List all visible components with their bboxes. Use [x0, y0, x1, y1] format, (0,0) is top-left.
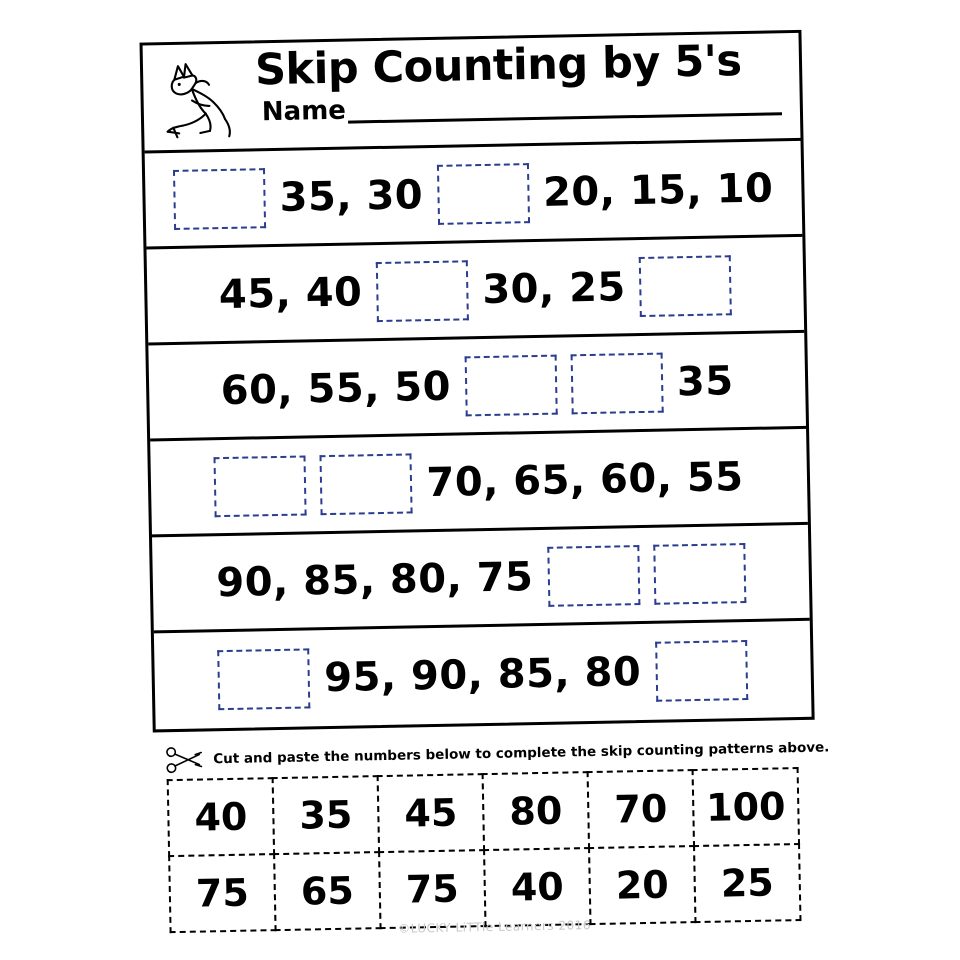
problem-row-1	[145, 141, 803, 250]
sequence-numbers: 35, 30	[279, 171, 424, 221]
problem-row-5	[152, 525, 810, 634]
name-row	[261, 89, 782, 128]
sequence-numbers: 30, 25	[481, 263, 627, 313]
sequence-numbers: 90, 85, 80, 75	[215, 553, 534, 606]
answer-blank[interactable]	[437, 163, 530, 225]
page-title: Skip Counting by 5's	[254, 36, 742, 96]
cut-number-tile[interactable]: 80	[481, 771, 590, 852]
cut-number-tile[interactable]: 45	[376, 773, 485, 854]
cut-number-tile[interactable]: 35	[271, 775, 380, 856]
answer-blank[interactable]	[653, 543, 746, 605]
problem-row-2	[146, 237, 804, 346]
answer-blank[interactable]	[320, 453, 413, 515]
answer-blank[interactable]	[464, 354, 557, 416]
cut-number-tile[interactable]: 75	[378, 849, 487, 930]
cut-number-tile[interactable]: 25	[693, 843, 802, 924]
cut-number-tile[interactable]: 40	[483, 847, 592, 928]
problem-row-4	[150, 429, 808, 538]
problem-row-6	[154, 621, 812, 730]
sequence-numbers: 45, 40	[218, 268, 363, 318]
answer-blank[interactable]	[214, 455, 307, 517]
cut-number-tile[interactable]: 40	[166, 777, 275, 858]
cut-instruction-text: Cut and paste the numbers below to complete the skip counting patterns above.	[213, 739, 830, 768]
sequence-numbers: 60, 55, 50	[220, 363, 452, 414]
answer-blank[interactable]	[547, 545, 640, 607]
cut-number-tile[interactable]: 70	[586, 769, 695, 850]
answer-blank[interactable]	[570, 352, 663, 414]
sequence-numbers: 70, 65, 60, 55	[426, 453, 744, 506]
kangaroo-icon	[153, 49, 251, 147]
answer-blank[interactable]	[376, 260, 469, 322]
worksheet-sheet	[127, 15, 844, 946]
sequence-numbers: 20, 15, 10	[542, 164, 774, 216]
worksheet-frame	[140, 30, 815, 733]
worksheet-header	[143, 33, 801, 154]
name-input-line[interactable]	[348, 92, 782, 123]
name-label: Name	[261, 95, 347, 128]
scissors-icon	[165, 745, 206, 774]
answer-blank[interactable]	[173, 168, 266, 230]
problem-row-3	[148, 333, 806, 442]
cut-number-tile[interactable]: 20	[588, 845, 697, 926]
copyright-notice: ©LUCKY LiTTle Learners 2016	[398, 918, 592, 936]
cut-number-tile[interactable]: 75	[168, 853, 277, 934]
sequence-numbers: 95, 90, 85, 80	[323, 649, 642, 702]
cut-number-tile[interactable]: 65	[273, 851, 382, 932]
answer-blank[interactable]	[655, 640, 748, 702]
answer-blank[interactable]	[218, 648, 311, 710]
sequence-numbers: 35	[676, 357, 735, 405]
cut-number-tile[interactable]: 100	[691, 767, 800, 848]
cut-out-number-grid	[168, 768, 801, 932]
answer-blank[interactable]	[639, 255, 732, 317]
